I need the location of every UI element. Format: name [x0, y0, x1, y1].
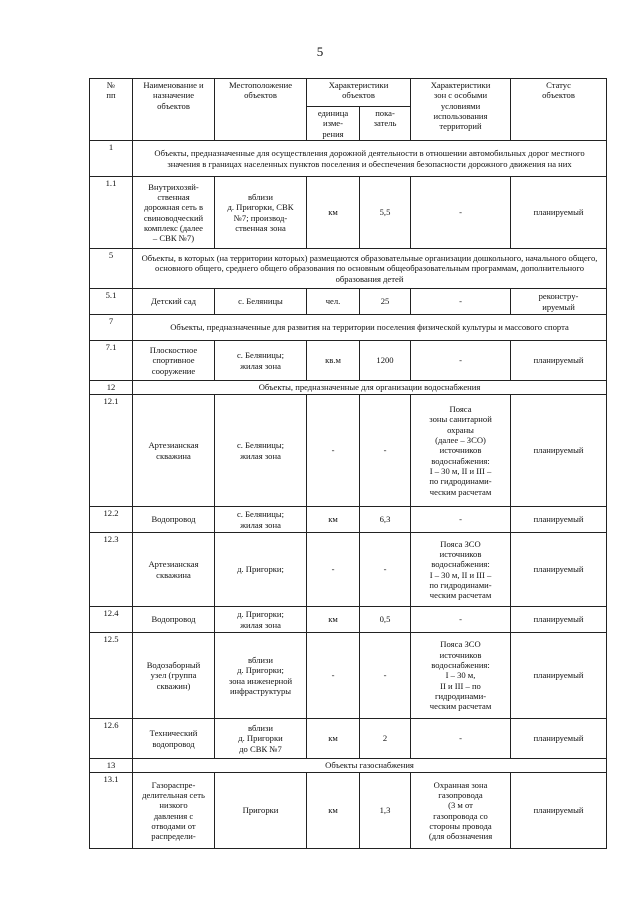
value-cell: 0,5: [360, 607, 411, 633]
object-name: Артезианская скважина: [133, 533, 215, 607]
table-row: [90, 177, 607, 249]
unit-cell: кв.м: [307, 341, 360, 381]
section-title: Объекты, в которых (на территории которых) размещаются образовательные организации дошкольного, начального общего, основного общего, среднего общего образования по основным общеобразовательным программам, дополнительного образования детей: [133, 249, 607, 289]
unit-cell: км: [307, 607, 360, 633]
status-cell: планируемый: [511, 177, 607, 249]
unit-cell: -: [307, 633, 360, 719]
section-row: [90, 315, 607, 341]
row-num: 7.1: [90, 341, 133, 381]
status-cell: реконстру- ируемый: [511, 289, 607, 315]
section-title: Объекты, предназначенные для организации водоснабжения: [133, 381, 607, 395]
status-cell: планируемый: [511, 633, 607, 719]
status-cell: планируемый: [511, 507, 607, 533]
table-row: [90, 289, 607, 315]
status-cell: планируемый: [511, 341, 607, 381]
zone-cell: -: [411, 507, 511, 533]
table-row: [90, 507, 607, 533]
object-name: Плоскостное спортивное сооружение: [133, 341, 215, 381]
header-unit: единица изме- рения: [307, 107, 360, 141]
unit-cell: км: [307, 719, 360, 759]
section-row: [90, 141, 607, 177]
zone-cell: -: [411, 719, 511, 759]
object-name: Газораспре- делительная сеть низкого давления с отводами от распредели-: [133, 773, 215, 849]
value-cell: -: [360, 395, 411, 507]
unit-cell: чел.: [307, 289, 360, 315]
value-cell: 1200: [360, 341, 411, 381]
zone-cell: Пояса зоны санитарной охраны (далее – ЗСО) источников водоснабжения: I – 30 м, II и III – по гидродинами- ческим расчетам: [411, 395, 511, 507]
object-location: с. Беляницы: [215, 289, 307, 315]
object-name: Водопровод: [133, 507, 215, 533]
object-name: Технический водопровод: [133, 719, 215, 759]
value-cell: 25: [360, 289, 411, 315]
section-row: [90, 381, 607, 395]
row-num: 12.6: [90, 719, 133, 759]
table-row: [90, 395, 607, 507]
row-num: 13.1: [90, 773, 133, 849]
header-name: Наименование и назначение объектов: [133, 79, 215, 141]
section-title: Объекты газоснабжения: [133, 759, 607, 773]
section-num: 7: [90, 315, 133, 341]
object-location: Пригорки: [215, 773, 307, 849]
status-cell: планируемый: [511, 607, 607, 633]
object-location: вблизи д. Пригорки, СВК №7; производ- ственная зона: [215, 177, 307, 249]
object-location: вблизи д. Пригорки; зона инженерной инфраструктуры: [215, 633, 307, 719]
status-cell: планируемый: [511, 533, 607, 607]
zone-cell: Пояса ЗСО источников водоснабжения: I – 30 м, II и III – по гидродинами- ческим расчетам: [411, 533, 511, 607]
row-num: 12.1: [90, 395, 133, 507]
object-location: д. Пригорки;: [215, 533, 307, 607]
zone-cell: -: [411, 341, 511, 381]
objects-table: [89, 78, 607, 849]
value-cell: -: [360, 633, 411, 719]
object-name: Детский сад: [133, 289, 215, 315]
header-num: № пп: [90, 79, 133, 141]
table-row: [90, 607, 607, 633]
value-cell: 5,5: [360, 177, 411, 249]
table-row: [90, 719, 607, 759]
value-cell: -: [360, 533, 411, 607]
header-row: [90, 79, 607, 107]
object-location: с. Беляницы; жилая зона: [215, 507, 307, 533]
section-num: 5: [90, 249, 133, 289]
zone-cell: -: [411, 289, 511, 315]
object-location: вблизи д. Пригорки до СВК №7: [215, 719, 307, 759]
object-location: д. Пригорки; жилая зона: [215, 607, 307, 633]
table-row: [90, 773, 607, 849]
value-cell: 1,3: [360, 773, 411, 849]
row-num: 1.1: [90, 177, 133, 249]
zone-cell: -: [411, 607, 511, 633]
section-row: [90, 249, 607, 289]
object-name: Водопровод: [133, 607, 215, 633]
value-cell: 6,3: [360, 507, 411, 533]
zone-cell: Пояса ЗСО источников водоснабжения: I – 30 м, II и III – по гидродинами- ческим расчетам: [411, 633, 511, 719]
object-name: Артезианская скважина: [133, 395, 215, 507]
zone-cell: Охранная зона газопровода (3 м от газопровода со стороны провода (для обозначения: [411, 773, 511, 849]
value-cell: 2: [360, 719, 411, 759]
row-num: 12.3: [90, 533, 133, 607]
section-title: Объекты, предназначенные для осуществления дорожной деятельности в отношении автомобильных дорог местного значения в границах населенных пунктов поселения и обеспечения безопасности дорожного движения на них: [133, 141, 607, 177]
header-location: Местоположение объектов: [215, 79, 307, 141]
object-name: Водозаборный узел (группа скважин): [133, 633, 215, 719]
unit-cell: км: [307, 507, 360, 533]
status-cell: планируемый: [511, 773, 607, 849]
table-row: [90, 633, 607, 719]
unit-cell: км: [307, 773, 360, 849]
section-title: Объекты, предназначенные для развития на территории поселения физической культуры и массового спорта: [133, 315, 607, 341]
header-zones: Характеристики зон с особыми условиями использования территорий: [411, 79, 511, 141]
header-characteristics: Характеристики объектов: [307, 79, 411, 107]
unit-cell: км: [307, 177, 360, 249]
row-num: 12.4: [90, 607, 133, 633]
table-body: [90, 141, 607, 849]
header-indicator: пока- затель: [360, 107, 411, 141]
section-num: 1: [90, 141, 133, 177]
row-num: 5.1: [90, 289, 133, 315]
section-num: 12: [90, 381, 133, 395]
table-row: [90, 341, 607, 381]
page-number: 5: [316, 44, 324, 59]
status-cell: планируемый: [511, 395, 607, 507]
object-location: с. Беляницы; жилая зона: [215, 341, 307, 381]
section-num: 13: [90, 759, 133, 773]
row-num: 12.2: [90, 507, 133, 533]
status-cell: планируемый: [511, 719, 607, 759]
object-name: Внутрихозяй- ственная дорожная сеть в свиноводческий комплекс (далее – СВК №7): [133, 177, 215, 249]
unit-cell: -: [307, 533, 360, 607]
header-status: Статус объектов: [511, 79, 607, 141]
object-location: с. Беляницы; жилая зона: [215, 395, 307, 507]
row-num: 12.5: [90, 633, 133, 719]
unit-cell: -: [307, 395, 360, 507]
zone-cell: -: [411, 177, 511, 249]
table-row: [90, 533, 607, 607]
section-row: [90, 759, 607, 773]
